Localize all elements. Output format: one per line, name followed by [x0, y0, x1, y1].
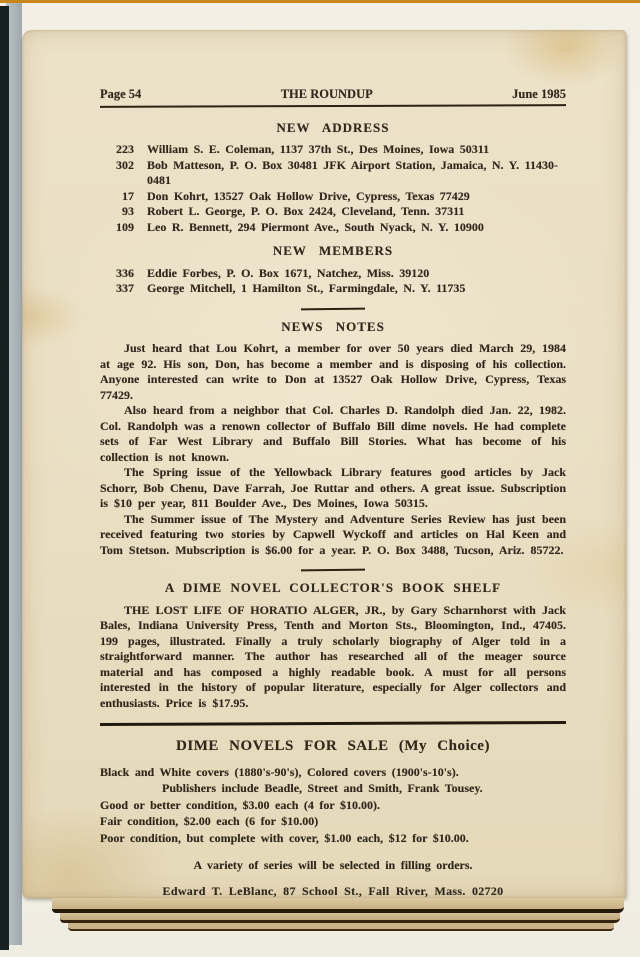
section-heading-new-members: NEW MEMBERS — [272, 243, 394, 258]
member-address: Leo R. Bennett, 294 Piermont Ave., South Nyack, N. Y. 10900 — [147, 219, 484, 234]
news-paragraph: Also heard from a neighbor that Col. Charles D. Randolph died Jan. 22, 1982. Col. Randolph was a renown collector of Buffalo Bill dime novels. He had complete sets of Far West Library and Buffalo Bill Stories. What has become of his collection is not known. — [100, 403, 566, 464]
sale-line: Poor condition, but complete with cover, $1.00 each, $12 for $10.00. — [100, 830, 469, 845]
new-address-list — [100, 142, 566, 235]
page-content — [100, 87, 566, 899]
member-number: 17 — [122, 188, 134, 203]
page-stack-edge — [68, 923, 614, 931]
list-item — [100, 281, 566, 297]
scan-top-edge — [0, 0, 640, 3]
member-address: Don Kohrt, 13527 Oak Hollow Drive, Cypress, Texas 77429 — [147, 188, 470, 203]
member-number: 302 — [116, 157, 134, 172]
sale-line: Black and White covers (1880's-90's), Colored covers (1900's-10's). — [100, 764, 459, 779]
page-stack-edge — [60, 913, 620, 923]
list-item — [100, 142, 566, 158]
member-address: Robert L. George, P. O. Box 2424, Cleveland, Tenn. 37311 — [147, 204, 465, 218]
member-address: Bob Matteson, P. O. Box 30481 JFK Airport Station, Jamaica, N. Y. 11430-0481 — [147, 157, 559, 187]
binding-shadow-strip — [0, 6, 9, 950]
list-item — [100, 220, 566, 236]
section-heading-news-notes: NEWS NOTES — [281, 318, 385, 334]
member-address: Eddie Forbes, P. O. Box 1671, Natchez, Miss. 39120 — [147, 265, 430, 280]
new-members-list — [100, 266, 566, 297]
list-item — [100, 158, 566, 189]
news-paragraph: The Spring issue of the Yellowback Library features good articles by Jack Schorr, Bob Chenu, Dave Farrah, Joe Ruttar and others. A great issue. Subscription is $10 per year, 811 Boulder Ave., Des Moines, Iowa 50315. — [100, 465, 566, 510]
sale-line: Publishers include Beadle, Street and Smith, Frank Tousey. — [162, 781, 483, 795]
section-heading-new-address: NEW ADDRESS — [276, 119, 390, 135]
member-number: 109 — [116, 219, 134, 234]
book-review-paragraph: THE LOST LIFE OF HORATIO ALGER, JR., by Gary Scharnhorst with Jack Bales, Indiana University Press, Tenth and Morton Sts., Bloomington, Ind., 47405. 199 pages, illustrated. Finally a truly scholarly biography of Alger told in a straightforward manner. The author has researched all of the meager source material and has composed a highly readable book. A must for all persons interested in the history of popular literature, especially for Alger collectors and enthusiasts. Price is $17.95. — [100, 602, 566, 710]
section-heading-book-shelf: A DIME NOVEL COLLECTOR'S BOOK SHELF — [164, 580, 502, 595]
member-address: William S. E. Coleman, 1137 37th St., Des Moines, Iowa 50311 — [147, 142, 490, 156]
sale-line: Fair condition, $2.00 each (6 for $10.00) — [100, 814, 319, 828]
page-stack-edge — [52, 898, 624, 913]
list-item — [100, 204, 566, 220]
member-number: 93 — [122, 204, 134, 218]
header-rule — [100, 104, 566, 108]
contact-address: Edward T. LeBlanc, 87 School St., Fall River, Mass. 02720 — [162, 883, 504, 898]
section-divider — [301, 569, 365, 572]
member-number: 223 — [116, 142, 134, 156]
sale-line: Good or better condition, $3.00 each (4 for $10.00). — [100, 797, 380, 812]
section-heading-for-sale: DIME NOVELS FOR SALE (My Choice) — [176, 738, 490, 754]
publication-title: THE ROUNDUP — [280, 87, 373, 101]
member-address: George Mitchell, 1 Hamilton St., Farmingdale, N. Y. 11735 — [147, 281, 466, 295]
full-width-rule — [100, 721, 566, 726]
member-number: 336 — [116, 265, 134, 280]
section-divider — [301, 307, 365, 310]
news-paragraph: The Summer issue of The Mystery and Adventure Series Review has just been received featuring two stories by Capwell Wyckoff and articles on Hal Keen and Tom Stetson. Mubscription is $6.00 for a year. P. O. Box 3488, Tucson, Ariz. 85722. — [100, 511, 566, 557]
issue-date: June 1985 — [512, 87, 566, 101]
running-header — [100, 87, 566, 103]
list-item — [100, 189, 566, 205]
list-item — [100, 266, 566, 282]
page-number: Page 54 — [100, 87, 142, 101]
newsletter-page — [22, 30, 626, 898]
order-note: A variety of series will be selected in filling orders. — [193, 858, 473, 872]
news-paragraph: Just heard that Lou Kohrt, a member for over 50 years died March 29, 1984 at age 92. His son, Don, has become a member and is disposing of his collection. Anyone interested can write to Don at 13527 Oak Hollow Drive, Cypress, Texas 77429. — [100, 341, 566, 402]
member-number: 337 — [116, 281, 134, 295]
